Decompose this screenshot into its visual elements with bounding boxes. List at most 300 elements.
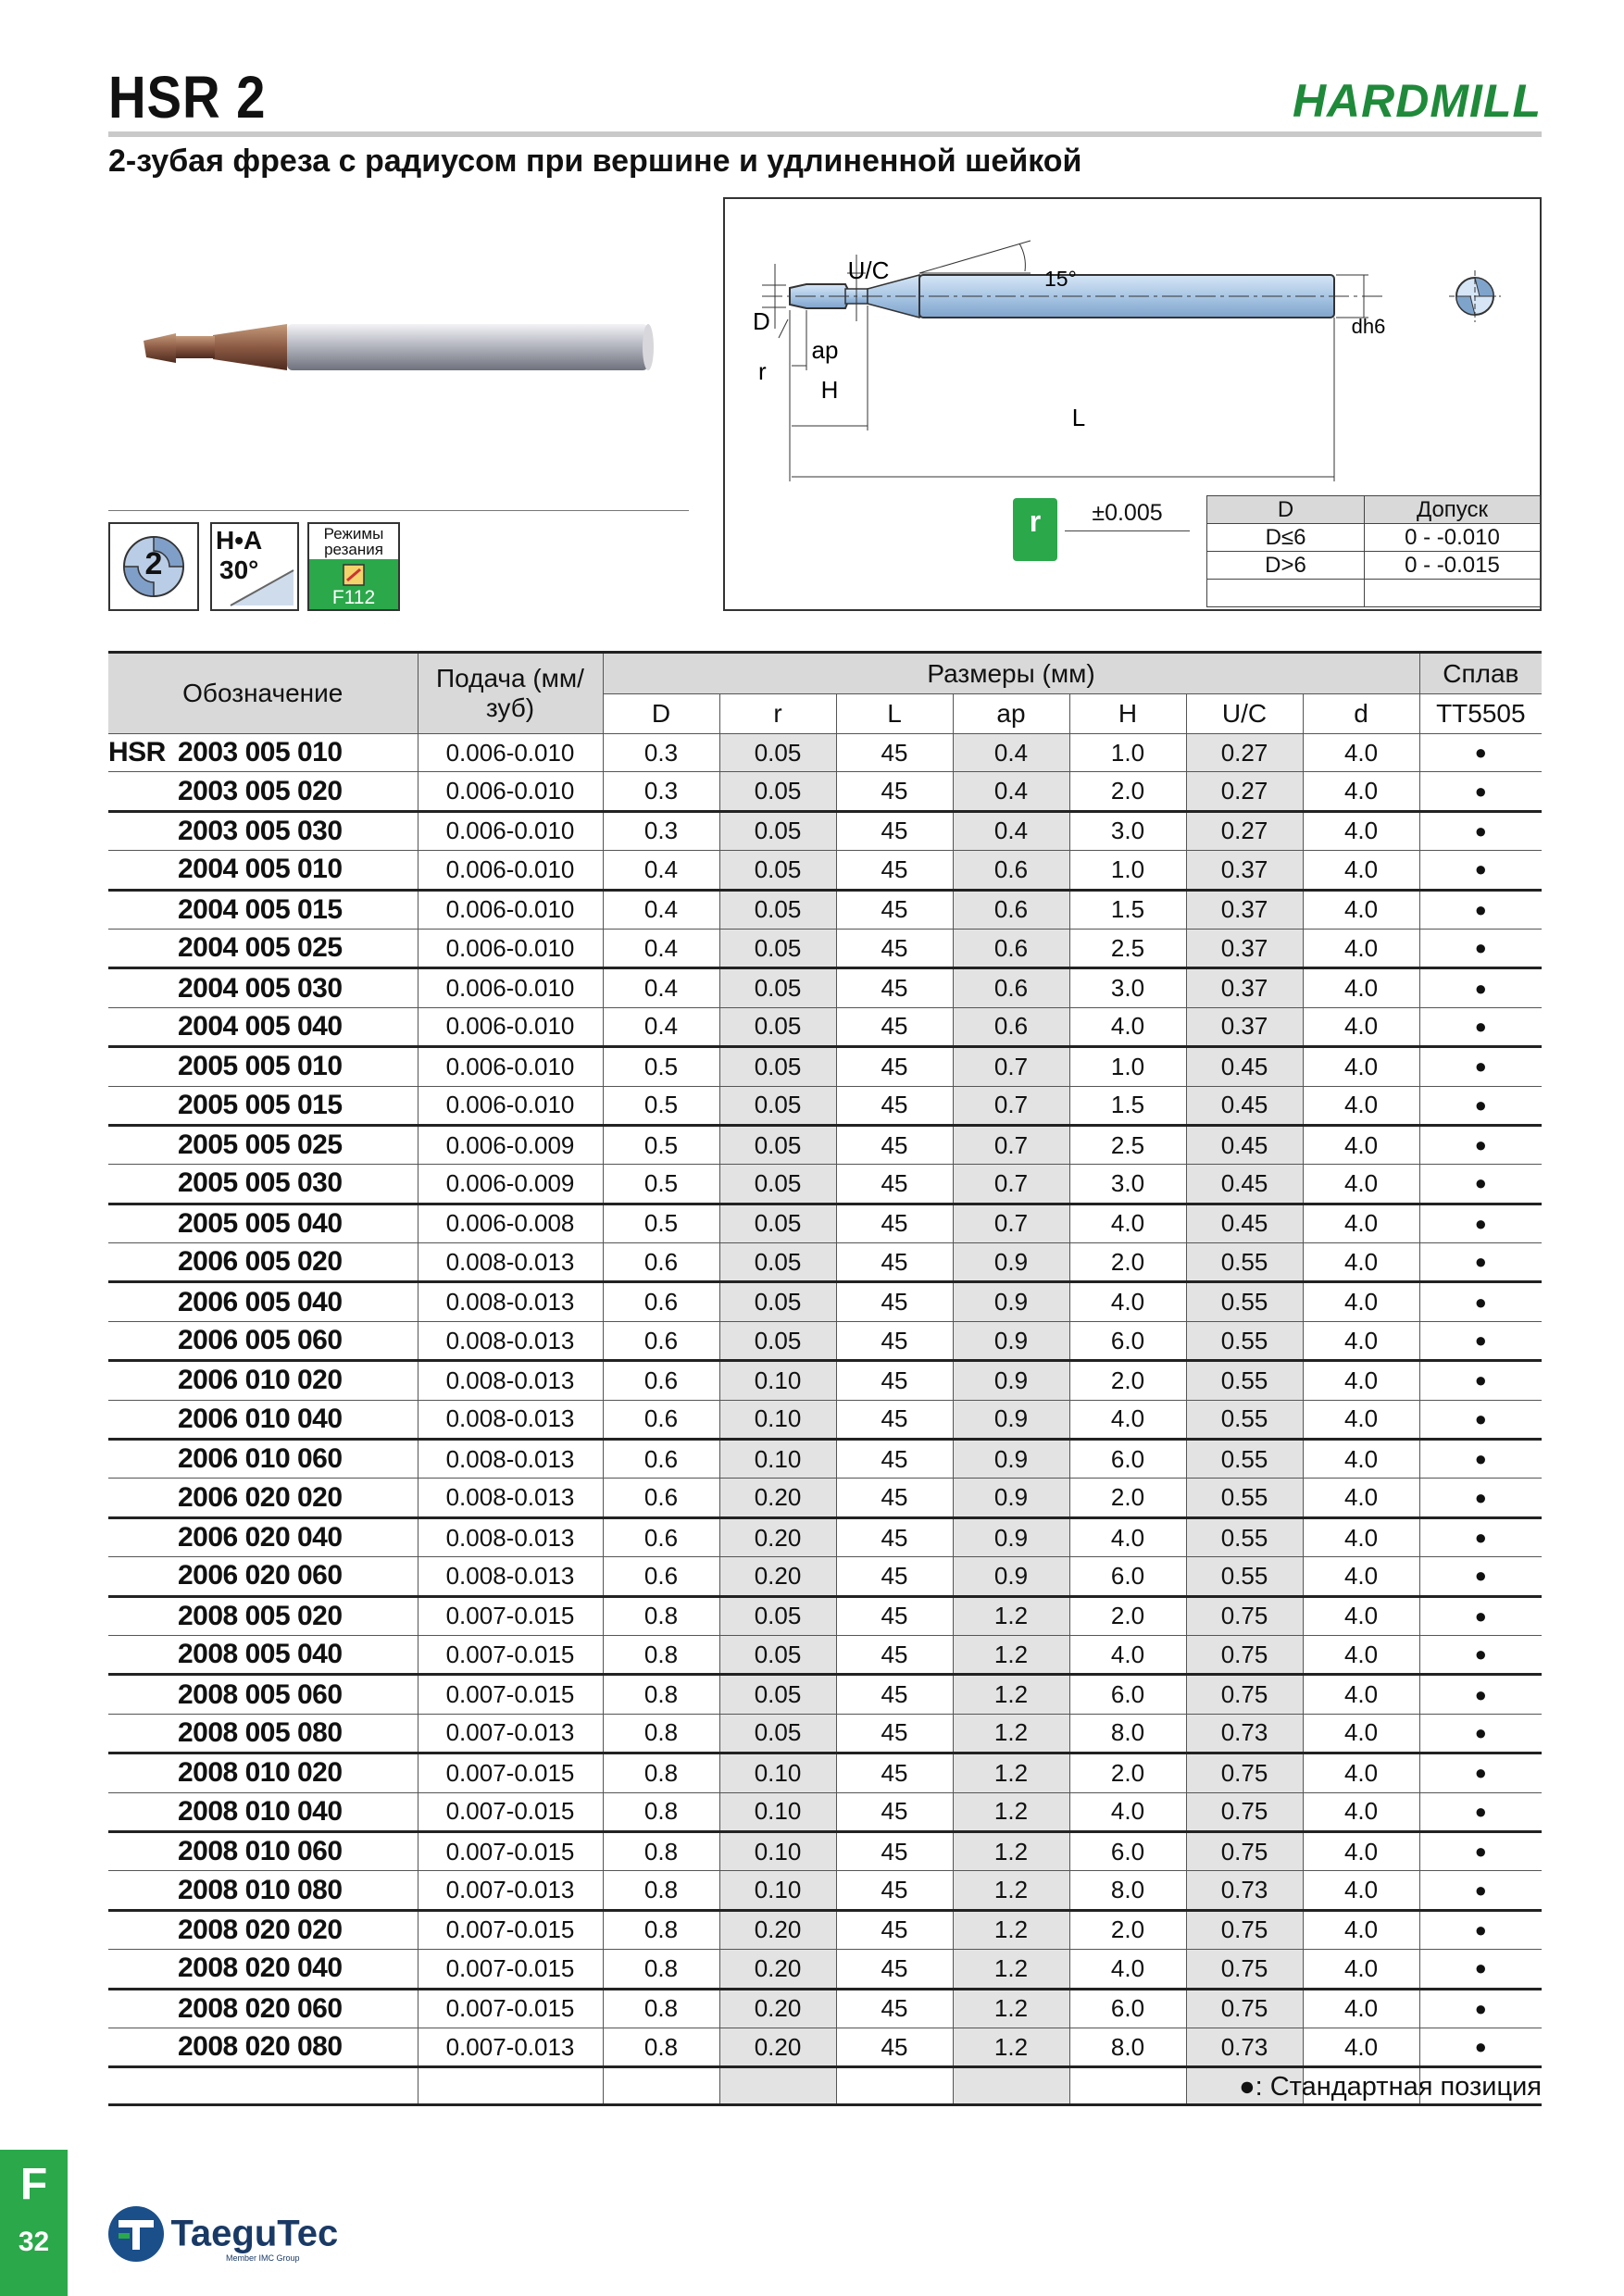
designation-number: 2008 020 060 (178, 1992, 343, 2024)
designation-cell (108, 1596, 418, 1635)
h-cell: 1.0 (1069, 851, 1186, 890)
helix-angle-icon (210, 522, 299, 611)
designation-number: 2004 005 025 (178, 932, 343, 964)
h-cell: 4.0 (1069, 1635, 1186, 1674)
table-row (108, 1753, 1542, 1792)
d-cell: 0.8 (603, 1635, 719, 1674)
uc-cell: 0.45 (1186, 1086, 1303, 1125)
page-number: 32 (18, 2227, 50, 2257)
h-cell: 4.0 (1069, 1792, 1186, 1831)
designation-number: 2004 005 030 (178, 972, 343, 1004)
shank-cell: 4.0 (1303, 1086, 1419, 1125)
product-table (108, 651, 1542, 2106)
feed-cell: 0.008-0.013 (418, 1321, 603, 1360)
uc-cell: 0.45 (1186, 1204, 1303, 1242)
table-row (108, 1165, 1542, 1204)
r-cell: 0.05 (719, 1282, 836, 1321)
table-row (108, 1047, 1542, 1086)
shank-cell: 4.0 (1303, 1125, 1419, 1164)
designation-number: 2005 005 040 (178, 1207, 343, 1239)
h-cell: 1.0 (1069, 734, 1186, 772)
header-alloy: Сплав (1419, 653, 1542, 694)
h-cell: 6.0 (1069, 1321, 1186, 1360)
shank-cell: 4.0 (1303, 811, 1419, 850)
uc-cell: 0.55 (1186, 1557, 1303, 1596)
l-cell: 45 (836, 1871, 953, 1910)
r-cell: 0.05 (719, 772, 836, 811)
designation-cell (108, 1831, 418, 1870)
shank-cell: 4.0 (1303, 1714, 1419, 1753)
catalog-icon (341, 562, 367, 588)
table-row (108, 1361, 1542, 1400)
icon-rule (108, 510, 689, 511)
availability-cell: ● (1419, 1007, 1542, 1046)
table-row (108, 1086, 1542, 1125)
availability-cell: ● (1419, 1204, 1542, 1242)
uc-cell: 0.73 (1186, 1714, 1303, 1753)
table-row (108, 1792, 1542, 1831)
r-cell: 0.10 (719, 1361, 836, 1400)
l-cell: 45 (836, 772, 953, 811)
header-l: L (836, 694, 953, 734)
l-cell: 45 (836, 1950, 953, 1989)
availability-cell: ● (1419, 1125, 1542, 1164)
header-r: r (719, 694, 836, 734)
product-table-body (108, 734, 1542, 2105)
l-cell: 45 (836, 1243, 953, 1282)
feed-cell: 0.008-0.013 (418, 1243, 603, 1282)
ap-cell: 1.2 (953, 1831, 1069, 1870)
shank-cell: 4.0 (1303, 1675, 1419, 1714)
designation-cell (108, 2028, 418, 2066)
empty-cell (603, 2067, 719, 2105)
shank-cell: 4.0 (1303, 1950, 1419, 1989)
header-uc: U/C (1186, 694, 1303, 734)
designation-cell (108, 1321, 418, 1360)
l-cell: 45 (836, 2028, 953, 2066)
d-cell: 0.8 (603, 2028, 719, 2066)
designation-number: 2005 005 025 (178, 1129, 343, 1161)
availability-cell: ● (1419, 1871, 1542, 1910)
l-cell: 45 (836, 1086, 953, 1125)
uc-cell: 0.75 (1186, 1753, 1303, 1792)
r-cell: 0.10 (719, 1400, 836, 1439)
d-cell: 0.4 (603, 929, 719, 967)
uc-cell: 0.55 (1186, 1361, 1303, 1400)
designation-cell (108, 811, 418, 850)
table-row (108, 1596, 1542, 1635)
feed-cell: 0.007-0.015 (418, 1831, 603, 1870)
shank-cell: 4.0 (1303, 1989, 1419, 2028)
r-cell: 0.05 (719, 1204, 836, 1242)
feed-cell: 0.006-0.010 (418, 734, 603, 772)
availability-cell: ● (1419, 929, 1542, 967)
page-title: HSR 2 (108, 64, 267, 131)
designation-number: 2006 010 020 (178, 1365, 343, 1396)
ap-cell: 0.9 (953, 1557, 1069, 1596)
table-row (108, 734, 1542, 772)
uc-cell: 0.75 (1186, 1950, 1303, 1989)
l-cell: 45 (836, 1714, 953, 1753)
l-cell: 45 (836, 1831, 953, 1870)
uc-cell: 0.45 (1186, 1125, 1303, 1164)
uc-cell: 0.55 (1186, 1517, 1303, 1556)
designation-cell (108, 1047, 418, 1086)
availability-cell: ● (1419, 1361, 1542, 1400)
d-cell: 0.5 (603, 1047, 719, 1086)
ap-cell: 1.2 (953, 1989, 1069, 2028)
shank-cell: 4.0 (1303, 1792, 1419, 1831)
designation-number: 2008 010 080 (178, 1874, 343, 1905)
ap-cell: 0.9 (953, 1282, 1069, 1321)
l-cell: 45 (836, 1557, 953, 1596)
h-cell: 3.0 (1069, 811, 1186, 850)
r-cell: 0.05 (719, 1125, 836, 1164)
h-cell: 1.0 (1069, 1047, 1186, 1086)
r-cell: 0.20 (719, 1517, 836, 1556)
l-cell: 45 (836, 1479, 953, 1517)
helix-label: H•A (216, 526, 263, 555)
l-cell: 45 (836, 1361, 953, 1400)
designation-number: 2004 005 040 (178, 1010, 343, 1042)
shank-cell: 4.0 (1303, 1596, 1419, 1635)
designation-number: 2005 005 010 (178, 1051, 343, 1082)
table-row (108, 1440, 1542, 1479)
designation-cell (108, 890, 418, 929)
l-cell: 45 (836, 1400, 953, 1439)
feed-cell: 0.006-0.009 (418, 1125, 603, 1164)
designation-cell (108, 1950, 418, 1989)
availability-cell: ● (1419, 1557, 1542, 1596)
d-cell: 0.4 (603, 1007, 719, 1046)
feed-cell: 0.008-0.013 (418, 1361, 603, 1400)
shank-cell: 4.0 (1303, 1871, 1419, 1910)
designation-cell (108, 1792, 418, 1831)
designation-number: 2006 005 040 (178, 1286, 343, 1317)
availability-cell: ● (1419, 1596, 1542, 1635)
section-letter: F (19, 2160, 48, 2209)
l-cell: 45 (836, 1165, 953, 1204)
r-cell: 0.05 (719, 811, 836, 850)
h-cell: 2.0 (1069, 772, 1186, 811)
l-cell: 45 (836, 1204, 953, 1242)
designation-cell (108, 851, 418, 890)
mode-ref: F112 (331, 587, 376, 608)
availability-cell: ● (1419, 772, 1542, 811)
uc-cell: 0.55 (1186, 1321, 1303, 1360)
table-row (108, 1831, 1542, 1870)
feed-cell: 0.006-0.010 (418, 968, 603, 1007)
table-row (108, 1635, 1542, 1674)
d-cell: 0.6 (603, 1440, 719, 1479)
d-label: D (753, 307, 770, 335)
d-cell: 0.8 (603, 1831, 719, 1870)
feed-cell: 0.007-0.013 (418, 1871, 603, 1910)
uc-cell: 0.37 (1186, 890, 1303, 929)
feed-cell: 0.007-0.015 (418, 1635, 603, 1674)
r-cell: 0.05 (719, 1675, 836, 1714)
designation-cell (108, 1871, 418, 1910)
availability-cell: ● (1419, 1047, 1542, 1086)
r-cell: 0.05 (719, 1007, 836, 1046)
h-cell: 6.0 (1069, 1831, 1186, 1870)
ap-cell: 0.6 (953, 1007, 1069, 1046)
mode-ref-panel (309, 559, 398, 609)
table-row (108, 968, 1542, 1007)
table-row (108, 1243, 1542, 1282)
designation-number: 2004 005 010 (178, 854, 343, 885)
r-cell: 0.20 (719, 1989, 836, 2028)
designation-number: 2008 005 060 (178, 1678, 343, 1710)
header-d: D (603, 694, 719, 734)
availability-cell: ● (1419, 1675, 1542, 1714)
tol-cell: 0 - -0.010 (1365, 524, 1541, 552)
uc-cell: 0.75 (1186, 1910, 1303, 1949)
mode-label-2: резания (324, 541, 383, 558)
r-cell: 0.05 (719, 1047, 836, 1086)
helix-angle: 30° (219, 555, 259, 584)
shank-cell: 4.0 (1303, 734, 1419, 772)
uc-label: U/C (847, 256, 890, 284)
designation-cell (108, 1086, 418, 1125)
feed-cell: 0.008-0.013 (418, 1400, 603, 1439)
h-cell: 3.0 (1069, 1165, 1186, 1204)
ap-cell: 1.2 (953, 1596, 1069, 1635)
ap-cell: 1.2 (953, 2028, 1069, 2066)
l-cell: 45 (836, 1792, 953, 1831)
tol-row (1207, 524, 1541, 552)
uc-cell: 0.73 (1186, 2028, 1303, 2066)
availability-cell: ● (1419, 1950, 1542, 1989)
designation-number: 2006 005 020 (178, 1246, 343, 1278)
ap-cell: 0.4 (953, 811, 1069, 850)
brand-logo: HARDMILL (1292, 75, 1542, 127)
feed-cell: 0.008-0.013 (418, 1479, 603, 1517)
availability-cell: ● (1419, 1479, 1542, 1517)
feed-cell: 0.007-0.015 (418, 1910, 603, 1949)
designation-number: 2006 010 060 (178, 1443, 343, 1475)
mode-label-1: Режимы (323, 525, 384, 543)
table-row (108, 1400, 1542, 1439)
r-cell: 0.05 (719, 734, 836, 772)
designation-cell (108, 1517, 418, 1556)
legend (1239, 2072, 1542, 2103)
table-row (108, 1557, 1542, 1596)
shank-cell: 4.0 (1303, 1557, 1419, 1596)
designation-cell (108, 1165, 418, 1204)
designation-number: 2008 020 080 (178, 2031, 343, 2063)
company-sub: Member IMC Group (226, 2253, 300, 2263)
h-cell: 6.0 (1069, 1675, 1186, 1714)
l-cell: 45 (836, 1007, 953, 1046)
d-cell: 0.8 (603, 1910, 719, 1949)
l-cell: 45 (836, 811, 953, 850)
flute-count: 2 (144, 546, 163, 581)
designation-number: 2008 020 040 (178, 1953, 343, 1984)
table-row (108, 890, 1542, 929)
designation-number: 2005 005 015 (178, 1089, 343, 1120)
h-cell: 8.0 (1069, 2028, 1186, 2066)
uc-cell: 0.55 (1186, 1243, 1303, 1282)
uc-cell: 0.37 (1186, 1007, 1303, 1046)
empty-cell (953, 2067, 1069, 2105)
uc-cell: 0.55 (1186, 1440, 1303, 1479)
availability-cell: ● (1419, 1910, 1542, 1949)
h-cell: 4.0 (1069, 1204, 1186, 1242)
d-cell: 0.3 (603, 811, 719, 850)
ap-cell: 0.9 (953, 1440, 1069, 1479)
availability-cell: ● (1419, 1517, 1542, 1556)
header-designation: Обозначение (108, 653, 418, 734)
ap-cell: 0.6 (953, 851, 1069, 890)
r-cell: 0.05 (719, 1714, 836, 1753)
angle-label: 15° (1044, 267, 1077, 291)
shank-cell: 4.0 (1303, 968, 1419, 1007)
uc-cell: 0.37 (1186, 851, 1303, 890)
h-cell: 6.0 (1069, 1440, 1186, 1479)
empty-cell (719, 2067, 836, 2105)
table-row (108, 1950, 1542, 1989)
l-cell: 45 (836, 1635, 953, 1674)
tol-cell: D>6 (1207, 552, 1365, 580)
designation-cell (108, 772, 418, 811)
empty-cell (1069, 2067, 1186, 2105)
availability-cell: ● (1419, 890, 1542, 929)
l-cell: 45 (836, 1440, 953, 1479)
d-cell: 0.6 (603, 1557, 719, 1596)
h-cell: 2.0 (1069, 1910, 1186, 1949)
designation-cell (108, 1989, 418, 2028)
availability-cell: ● (1419, 851, 1542, 890)
h-cell: 6.0 (1069, 1989, 1186, 2028)
l-cell: 45 (836, 1910, 953, 1949)
feed-cell: 0.006-0.010 (418, 772, 603, 811)
tol-cell: 0 - -0.015 (1365, 552, 1541, 580)
availability-cell: ● (1419, 1400, 1542, 1439)
feed-cell: 0.006-0.009 (418, 1165, 603, 1204)
d-cell: 0.5 (603, 1086, 719, 1125)
d-cell: 0.5 (603, 1204, 719, 1242)
table-row (108, 929, 1542, 967)
h-cell: 8.0 (1069, 1714, 1186, 1753)
availability-cell: ● (1419, 1282, 1542, 1321)
feed-cell: 0.006-0.008 (418, 1204, 603, 1242)
r-cell: 0.10 (719, 1792, 836, 1831)
shank-cell: 4.0 (1303, 1243, 1419, 1282)
uc-cell: 0.37 (1186, 929, 1303, 967)
d-cell: 0.8 (603, 1792, 719, 1831)
r-cell: 0.05 (719, 1086, 836, 1125)
h-cell: 1.5 (1069, 1086, 1186, 1125)
shank-cell: 4.0 (1303, 1440, 1419, 1479)
availability-cell: ● (1419, 1243, 1542, 1282)
designation-number: 2008 020 020 (178, 1914, 343, 1945)
ap-label: ap (811, 336, 839, 364)
tol-cell: D≤6 (1207, 524, 1365, 552)
d-cell: 0.3 (603, 772, 719, 811)
r-cell: 0.05 (719, 1321, 836, 1360)
ap-cell: 0.9 (953, 1479, 1069, 1517)
l-cell: 45 (836, 1282, 953, 1321)
designation-cell (108, 1753, 418, 1792)
r-cell: 0.10 (719, 1753, 836, 1792)
shank-cell: 4.0 (1303, 2028, 1419, 2066)
header-shank-d: d (1303, 694, 1419, 734)
feed-cell: 0.006-0.010 (418, 1047, 603, 1086)
ap-cell: 0.9 (953, 1517, 1069, 1556)
r-cell: 0.10 (719, 1871, 836, 1910)
designation-cell (108, 1243, 418, 1282)
feed-cell: 0.008-0.013 (418, 1517, 603, 1556)
availability-cell: ● (1419, 1989, 1542, 2028)
shank-cell: 4.0 (1303, 851, 1419, 890)
d-cell: 0.6 (603, 1479, 719, 1517)
l-cell: 45 (836, 1675, 953, 1714)
designation-number: 2008 005 040 (178, 1639, 343, 1670)
designation-cell (108, 1282, 418, 1321)
designation-prefix: HSR (108, 737, 166, 768)
shank-cell: 4.0 (1303, 1204, 1419, 1242)
designation-number: 2003 005 030 (178, 815, 343, 846)
l-cell: 45 (836, 1125, 953, 1164)
ap-cell: 1.2 (953, 1753, 1069, 1792)
designation-cell (108, 1361, 418, 1400)
designation-cell (108, 968, 418, 1007)
page-subtitle: 2-зубая фреза с радиусом при вершине и удлиненной шейкой (108, 144, 1082, 179)
tolerance-table (1206, 495, 1541, 607)
d-cell: 0.8 (603, 1596, 719, 1635)
dh6-label: dh6 (1351, 315, 1386, 338)
h-cell: 3.0 (1069, 968, 1186, 1007)
l-cell: 45 (836, 1047, 953, 1086)
designation-cell (108, 1910, 418, 1949)
shank-cell: 4.0 (1303, 1047, 1419, 1086)
uc-cell: 0.75 (1186, 1831, 1303, 1870)
header-rule (108, 131, 1542, 137)
h-cell: 6.0 (1069, 1557, 1186, 1596)
r-cell: 0.05 (719, 851, 836, 890)
r-cell: 0.20 (719, 1910, 836, 1949)
header-feed: Подача (мм/зуб) (418, 653, 603, 734)
table-row (108, 1910, 1542, 1949)
designation-cell (108, 734, 418, 772)
uc-cell: 0.55 (1186, 1479, 1303, 1517)
uc-cell: 0.55 (1186, 1282, 1303, 1321)
designation-number: 2008 010 040 (178, 1795, 343, 1827)
header-dimensions: Размеры (мм) (603, 653, 1419, 694)
h-cell: 2.0 (1069, 1753, 1186, 1792)
empty-cell (836, 2067, 953, 2105)
availability-cell: ● (1419, 1086, 1542, 1125)
ap-cell: 0.9 (953, 1400, 1069, 1439)
designation-number: 2008 005 080 (178, 1716, 343, 1748)
uc-cell: 0.45 (1186, 1047, 1303, 1086)
uc-cell: 0.75 (1186, 1596, 1303, 1635)
designation-number: 2004 005 015 (178, 893, 343, 925)
l-cell: 45 (836, 968, 953, 1007)
uc-cell: 0.75 (1186, 1675, 1303, 1714)
table-row (108, 2028, 1542, 2066)
r-cell: 0.20 (719, 2028, 836, 2066)
uc-cell: 0.55 (1186, 1400, 1303, 1439)
availability-cell: ● (1419, 734, 1542, 772)
designation-number: 2003 005 010 (178, 737, 343, 768)
designation-number: 2006 020 060 (178, 1560, 343, 1591)
radius-tolerance: ±0.005 (1065, 500, 1190, 531)
company-name: TaeguTec (170, 2213, 339, 2254)
availability-cell: ● (1419, 1753, 1542, 1792)
designation-cell (108, 1714, 418, 1753)
